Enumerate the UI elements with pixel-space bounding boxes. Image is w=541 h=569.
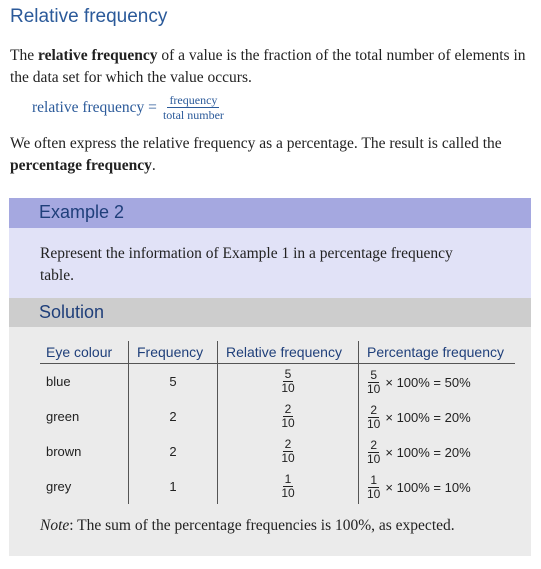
fraction-numerator: 2 [370, 403, 378, 417]
example-body [9, 228, 531, 298]
percentage-expression [367, 369, 471, 396]
cell-relative-frequency [218, 434, 359, 469]
percentage-result: × 100% = 10% [385, 480, 471, 495]
fraction-denominator: 10 [367, 452, 381, 466]
cell-relative-frequency [218, 364, 359, 400]
fraction-denominator: 10 [367, 417, 381, 431]
cell-percentage-frequency [359, 434, 516, 469]
section-heading: Relative frequency [10, 6, 168, 27]
cell-percentage-frequency [359, 364, 516, 400]
percentage-expression [367, 404, 471, 431]
cell-frequency: 2 [129, 434, 218, 469]
percentage-paragraph [10, 133, 535, 177]
header-frequency: Frequency [129, 341, 218, 364]
example-text: Represent the information of Example 1 in a percentage frequency table. [40, 245, 453, 284]
formula-denominator: total number [162, 108, 224, 122]
solution-title: Solution [39, 302, 105, 322]
formula-lhs: relative frequency = [32, 98, 157, 116]
percentage-result: × 100% = 20% [385, 410, 471, 425]
note-label: Note [40, 517, 70, 534]
percentage-fraction [367, 369, 380, 396]
percentage-expression [367, 439, 471, 466]
definition-term: relative frequency [37, 47, 158, 64]
table-row [40, 364, 515, 400]
header-relative-frequency: Relative frequency [218, 341, 359, 364]
cell-eye-colour: green [40, 399, 129, 434]
fraction-denominator: 10 [367, 487, 381, 501]
header-percentage-frequency: Percentage frequency [359, 341, 516, 364]
note-text: : The sum of the percentage frequencies is 100%, as expected. [69, 517, 455, 534]
table-header-row [40, 341, 515, 364]
frequency-table [40, 341, 515, 504]
percentage-result: × 100% = 50% [385, 375, 471, 390]
fraction-denominator: 10 [367, 382, 381, 396]
relative-fraction [281, 368, 294, 395]
fraction-denominator: 10 [281, 416, 295, 430]
percentage-fraction [367, 404, 380, 431]
table-row [40, 469, 515, 504]
relative-fraction [281, 403, 294, 430]
fraction-denominator: 10 [281, 381, 295, 395]
relative-fraction [281, 473, 294, 500]
solution-body [9, 327, 531, 556]
percentage-text-end: . [151, 157, 156, 174]
fraction-numerator: 1 [370, 473, 378, 487]
table-row [40, 399, 515, 434]
cell-relative-frequency [218, 469, 359, 504]
percentage-expression [367, 474, 471, 501]
definition-text: The [10, 47, 38, 64]
table-row [40, 434, 515, 469]
percentage-fraction [367, 474, 380, 501]
solution-header [9, 298, 531, 327]
cell-relative-frequency [218, 399, 359, 434]
fraction-numerator: 5 [370, 368, 378, 382]
cell-eye-colour: brown [40, 434, 129, 469]
cell-frequency: 2 [129, 399, 218, 434]
fraction-numerator: 2 [284, 437, 292, 451]
formula-numerator: frequency [169, 93, 218, 107]
cell-frequency: 1 [129, 469, 218, 504]
fraction-denominator: 10 [281, 486, 295, 500]
percentage-term: percentage frequency [10, 157, 152, 174]
cell-percentage-frequency [359, 399, 516, 434]
example-title: Example 2 [39, 202, 125, 222]
relative-fraction [281, 438, 294, 465]
example-header [9, 198, 531, 228]
formula-fraction [163, 93, 224, 122]
fraction-denominator: 10 [281, 451, 295, 465]
cell-eye-colour: blue [40, 364, 129, 400]
fraction-numerator: 5 [284, 367, 292, 381]
fraction-numerator: 2 [370, 438, 378, 452]
definition-text-rest: of a value is the fraction of the total number of elements in the data set for which the value occurs. [10, 47, 526, 86]
formula [32, 93, 224, 122]
fraction-numerator: 1 [284, 472, 292, 486]
cell-percentage-frequency [359, 469, 516, 504]
definition-paragraph [10, 45, 530, 89]
fraction-numerator: 2 [284, 402, 292, 416]
percentage-fraction [367, 439, 380, 466]
cell-eye-colour: grey [40, 469, 129, 504]
cell-frequency: 5 [129, 364, 218, 400]
note [40, 517, 455, 535]
percentage-text: We often express the relative frequency as a percentage. The result is called the [10, 135, 502, 152]
header-eye-colour: Eye colour [40, 341, 129, 364]
percentage-result: × 100% = 20% [385, 445, 471, 460]
